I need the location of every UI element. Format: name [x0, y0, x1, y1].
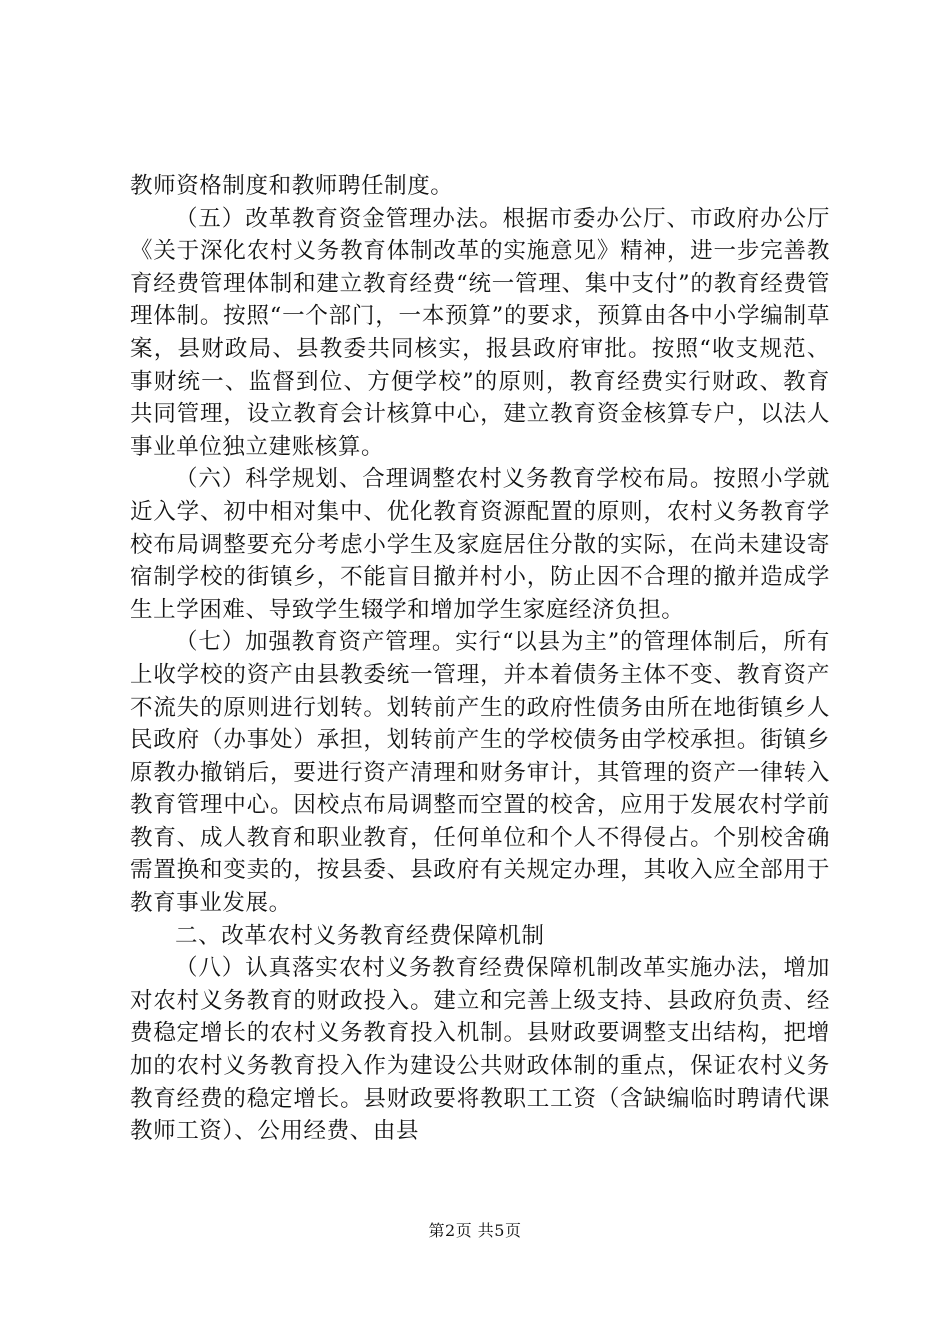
section-heading: 二、改革农村义务教育经费保障机制 [175, 922, 545, 949]
paragraph: 教师资格制度和教师聘任制度。 [130, 173, 454, 199]
paragraph: （六）科学规划、合理调整农村义务教育学校布局。按照小学就近入学、初中相对集中、优化教育资源配置的原则，农村义务教育学校布局调整要充分考虑小学生及家庭居住分散的实际，在尚未建设寄宿制学校的街镇乡，不能盲目撤并村小，防止因不合理的撤并造成学生上学困难、导致学生辍学和增加学生家庭经济负担。 [130, 466, 830, 623]
document-body [130, 170, 830, 1148]
paragraph: （八）认真落实农村义务教育经费保障机制改革实施办法，增加对农村义务教育的财政投入。建立和完善上级支持、县政府负责、经费稳定增长的农村义务教育投入机制。县财政要调整支出结构，把增加的农村义务教育投入作为建设公共财政体制的重点，保证农村义务教育经费的稳定增长。县财政要将教职工工资（含缺编临时聘请代课教师工资）、公用经费、由县 [130, 955, 830, 1145]
page-number-footer: 第2页 共5页 [428, 1221, 522, 1240]
paragraph: （七）加强教育资产管理。实行“以县为主”的管理体制后，所有上收学校的资产由县教委统一管理，并本着债务主体不变、教育资产不流失的原则进行划转。划转前产生的政府性债务由所在地街镇乡人民政府（办事处）承担，划转前产生的学校债务由学校承担。街镇乡原教办撤销后，要进行资产清理和财务审计，其管理的资产一律转入教育管理中心。因校点布局调整而空置的校舍，应用于发展农村学前教育、成人教育和职业教育，任何单位和个人不得侵占。个别校舍确需置换和变卖的，按县委、县政府有关规定办理，其收入应全部用于教育事业发展。 [130, 629, 830, 917]
paragraph: （五）改革教育资金管理办法。根据市委办公厅、市政府办公厅《关于深化农村义务教育体制改革的实施意见》精神，进一步完善教育经费管理体制和建立教育经费“统一管理、集中支付”的教育经费管理体制。按照“一个部门，一本预算”的要求，预算由各中小学编制草案，县财政局、县教委共同核实，报县政府审批。按照“收支规范、事财统一、监督到位、方便学校”的原则，教育经费实行财政、教育共同管理，设立教育会计核算中心，建立教育资金核算专户，以法人事业单位独立建账核算。 [130, 205, 830, 460]
